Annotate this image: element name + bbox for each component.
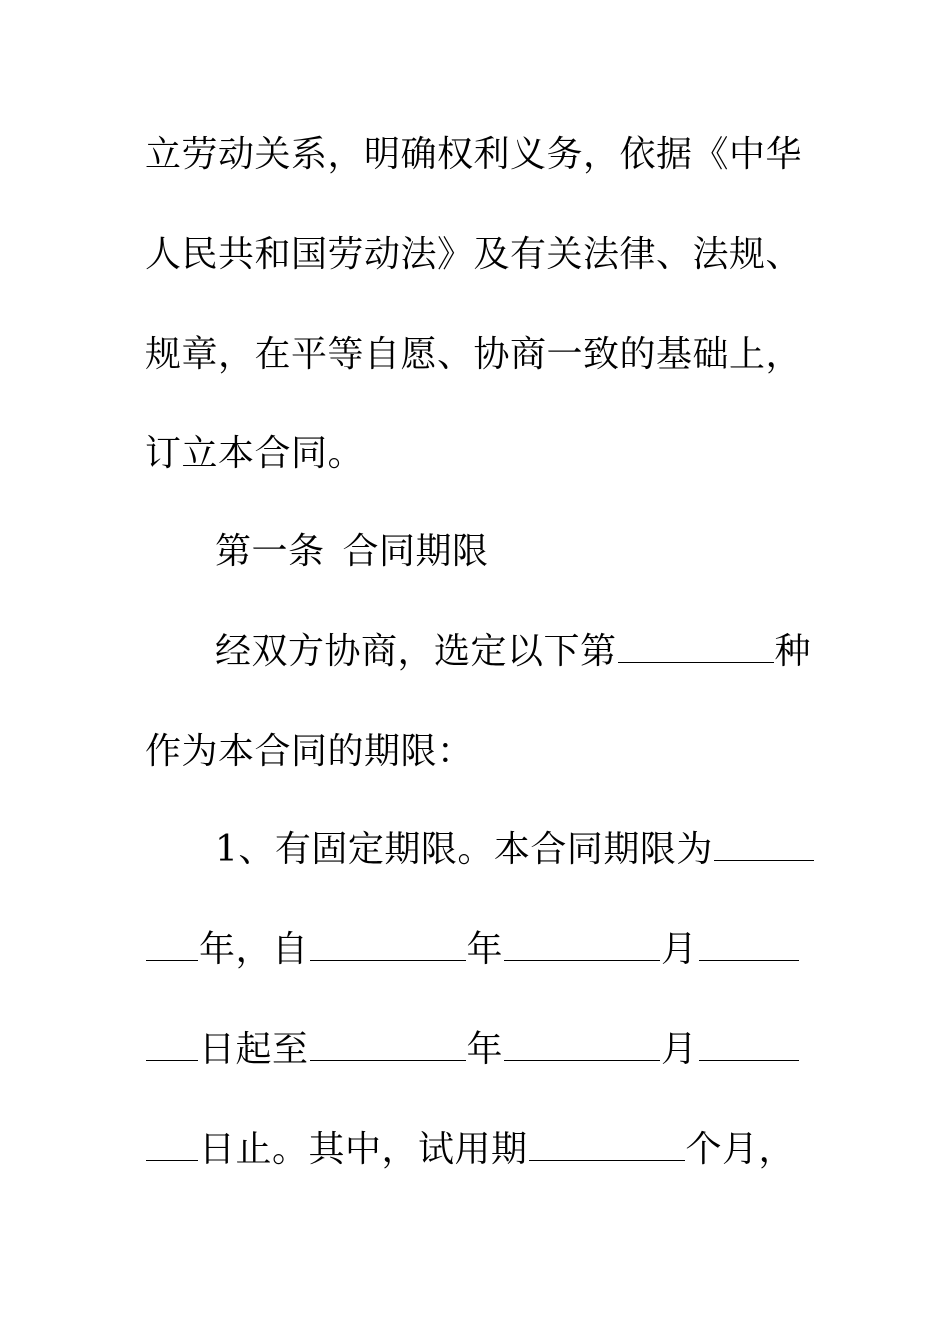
paragraph-line-2: 人民共和国劳动法》及有关法律、法规、 (145, 234, 803, 275)
start-month-label: 月 (661, 929, 698, 970)
term-selection-line-2: 作为本合同的期限： (145, 731, 474, 772)
end-month-label: 月 (661, 1029, 698, 1070)
term-type-blank[interactable] (618, 632, 774, 663)
year-unit-text: 年，自 (199, 929, 309, 970)
fixed-term-label: 1、有固定期限。本合同期限为 (215, 829, 713, 870)
term-selection-suffix: 种 (774, 631, 812, 672)
paragraph-line-4: 订立本合同。 (145, 433, 365, 474)
start-date-line (145, 928, 805, 972)
end-day-blank-part2[interactable] (146, 1130, 198, 1161)
start-suffix-text: 日起至 (199, 1029, 309, 1070)
paragraph-line-1: 立劳动关系，明确权利义务，依据《中华 (145, 134, 803, 175)
probation-months-blank[interactable] (529, 1130, 685, 1161)
article-number: 第一条 (215, 531, 325, 572)
start-day-blank-part2[interactable] (146, 1030, 198, 1061)
start-year-label: 年 (466, 929, 504, 970)
article-heading (215, 530, 875, 574)
term-years-blank-part1[interactable] (714, 830, 814, 861)
paragraph-line-3: 规章，在平等自愿、协商一致的基础上， (145, 334, 803, 375)
end-day-blank-part1[interactable] (699, 1030, 799, 1061)
term-selection-text: 经双方协商，选定以下第 (215, 631, 617, 672)
probation-unit-text: 个月， (685, 1129, 796, 1170)
start-year-blank[interactable] (310, 930, 466, 961)
article-title: 合同期限 (342, 531, 489, 572)
start-month-blank[interactable] (504, 930, 660, 961)
end-year-label: 年 (466, 1029, 504, 1070)
end-month-blank[interactable] (504, 1030, 660, 1061)
term-selection-line (215, 630, 875, 674)
term-years-blank-part2[interactable] (146, 930, 198, 961)
start-day-blank-part1[interactable] (699, 930, 799, 961)
fixed-term-line (215, 828, 875, 872)
end-date-line (145, 1028, 805, 1072)
end-suffix-text: 日止。其中，试用期 (199, 1129, 528, 1170)
probation-line (145, 1128, 805, 1172)
end-year-blank[interactable] (310, 1030, 466, 1061)
